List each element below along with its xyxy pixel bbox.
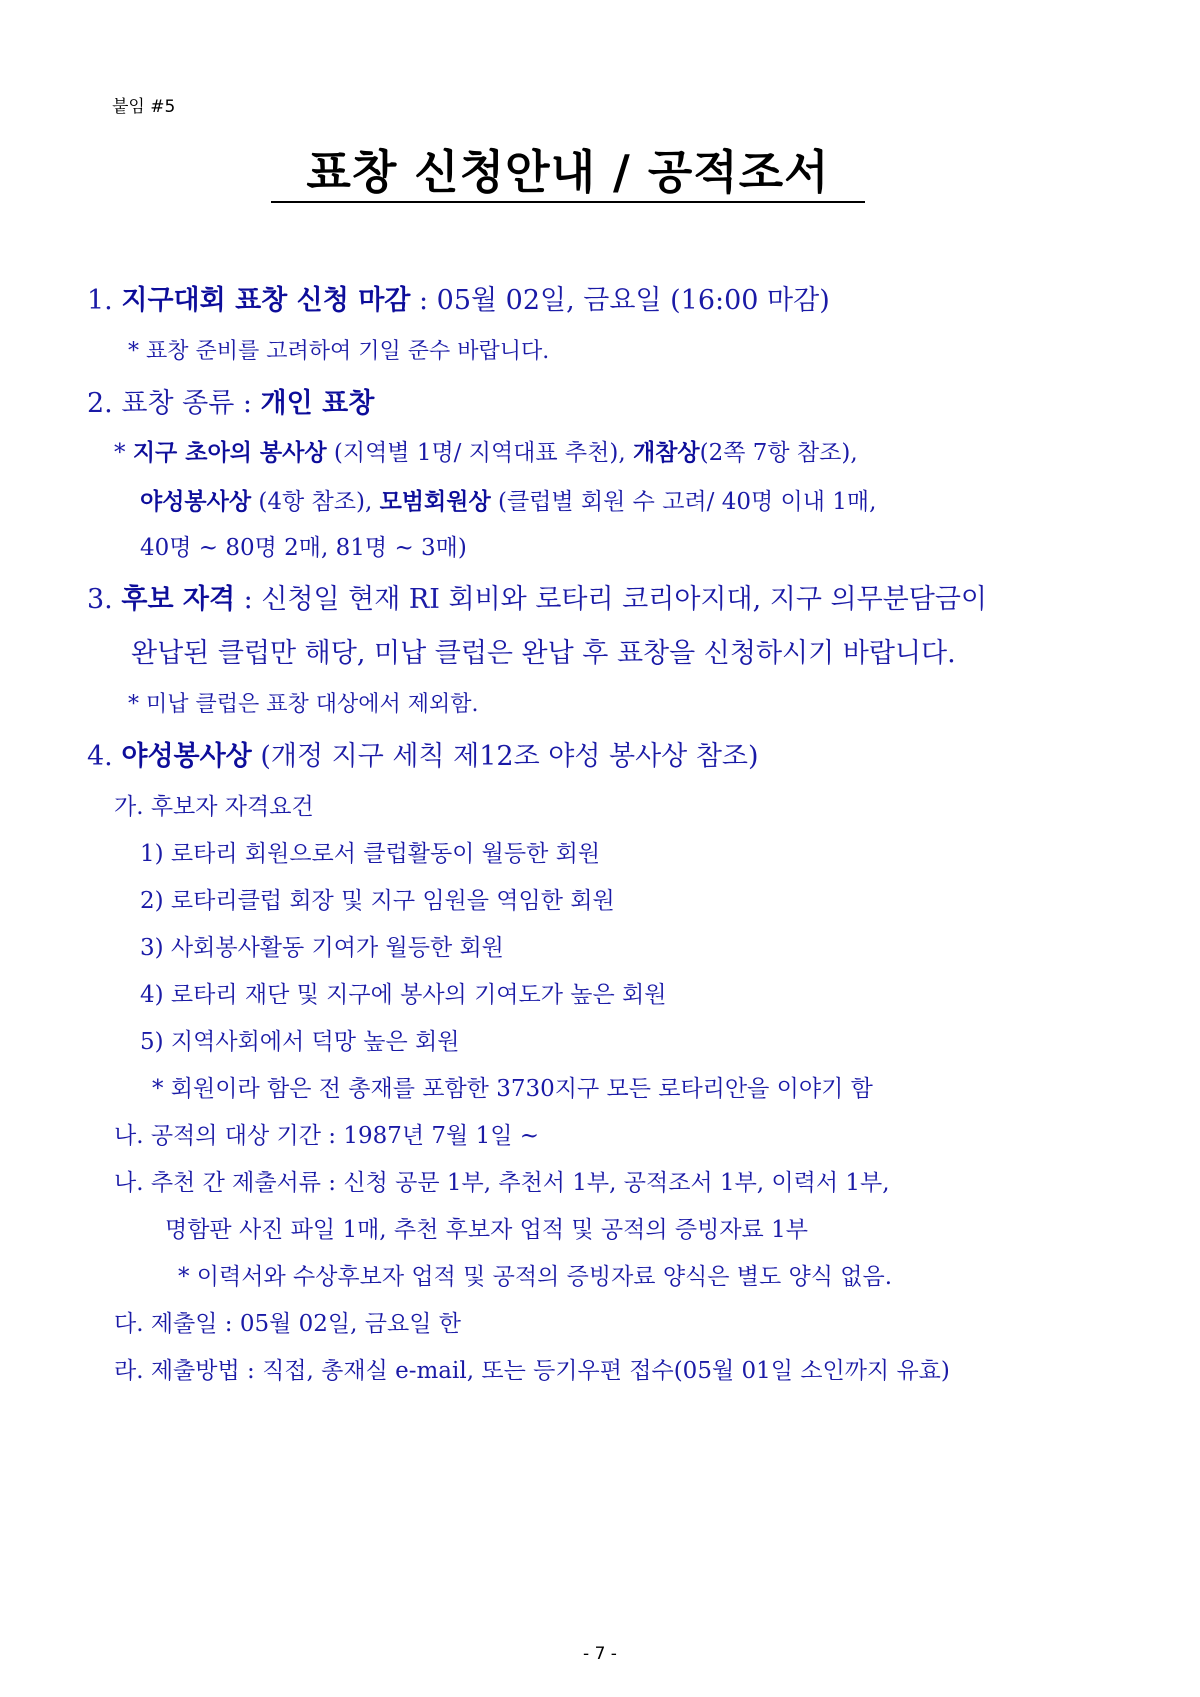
page-title: 표창 신청안내 / 공적조서 <box>306 145 830 199</box>
section-1-title: 지구대회 표창 신청 마감 <box>121 285 411 316</box>
attachment-label: 붙임 #5 <box>112 97 176 117</box>
award-yaseong: 야성봉사상 <box>140 489 252 515</box>
qualification-item: 4) 로타리 재단 및 지구에 봉사의 기여도가 높은 회원 <box>140 982 667 1008</box>
section-1-heading <box>87 287 830 314</box>
qualification-item: 5) 지역사회에서 덕망 높은 회원 <box>140 1029 460 1055</box>
section-2-prefix: 표창 종류 : <box>121 388 261 419</box>
section-4-na-documents: 나. 추천 간 제출서류 : 신청 공문 1부, 추천서 1부, 공적조서 1부, 이력서 1부, <box>114 1170 890 1196</box>
section-4-heading <box>87 743 759 770</box>
qualification-item: 2) 로타리클럽 회장 및 지구 임원을 역임한 회원 <box>140 888 615 914</box>
section-4-ra-method: 라. 제출방법 : 직접, 총재실 e-mail, 또는 등기우편 접수(05월 01일 소인까지 유효) <box>114 1358 950 1384</box>
section-1-note: * 표창 준비를 고려하여 기일 준수 바랍니다. <box>128 339 550 364</box>
qualification-item: 3) 사회봉사활동 기여가 월등한 회원 <box>140 935 504 961</box>
award-model-member-detail: (클럽별 회원 수 고려/ 40명 이내 1매, <box>490 489 877 515</box>
qualification-item: 1) 로타리 회원으로서 클럽활동이 월등한 회원 <box>140 841 601 867</box>
section-3-heading <box>87 586 987 613</box>
section-4-da-date: 다. 제출일 : 05월 02일, 금요일 한 <box>114 1311 461 1337</box>
section-3-number: 3. <box>87 584 113 615</box>
award-gaecham-detail: (2쪽 7항 참조), <box>699 440 858 466</box>
award-choa-service: 지구 초아의 봉사상 <box>132 440 327 466</box>
section-4-number: 4. <box>87 741 113 772</box>
section-3-text: : 신청일 현재 RI 회비와 로타리 코리아지대, 지구 의무분담금이 <box>235 584 987 615</box>
section-1-number: 1. <box>87 285 113 316</box>
title-underline <box>271 201 865 203</box>
award-choa-detail: (지역별 1명/ 지역대표 추천), <box>326 440 633 466</box>
section-4-ga: 가. 후보자 자격요건 <box>114 794 314 820</box>
section-2-line-1 <box>114 442 858 465</box>
award-model-member: 모범회원상 <box>379 489 491 515</box>
section-3-title: 후보 자격 <box>121 584 236 615</box>
section-4-na-period: 나. 공적의 대상 기간 : 1987년 7월 1일 ~ <box>114 1123 540 1149</box>
section-2-line-2 <box>140 491 876 514</box>
award-yaseong-detail: (4항 참조), <box>251 489 380 515</box>
qualification-note: * 회원이라 함은 전 총재를 포함한 3730지구 모든 로타리안을 이야기 함 <box>152 1076 873 1102</box>
section-2-heading <box>87 390 374 417</box>
section-4-na-note: * 이력서와 수상후보자 업적 및 공적의 증빙자료 양식은 별도 양식 없음. <box>178 1264 893 1290</box>
page-number: - 7 - <box>583 1644 617 1664</box>
section-2-line-3: 40명 ~ 80명 2매, 81명 ~ 3매) <box>140 535 467 561</box>
bullet-star: * <box>114 440 133 466</box>
section-2-number: 2. <box>87 388 113 419</box>
section-1-text: : 05월 02일, 금요일 (16:00 마감) <box>410 285 830 316</box>
section-4-title: 야성봉사상 <box>121 741 252 772</box>
section-2-title: 개인 표창 <box>260 388 375 419</box>
section-3-note: * 미납 클럽은 표창 대상에서 제외함. <box>128 692 479 717</box>
award-gaecham: 개참상 <box>632 440 700 466</box>
section-3-continuation: 완납된 클럽만 해당, 미납 클럽은 완납 후 표창을 신청하시기 바랍니다. <box>131 638 956 669</box>
section-4-na-documents-cont: 명함판 사진 파일 1매, 추천 후보자 업적 및 공적의 증빙자료 1부 <box>165 1217 808 1243</box>
section-4-text: (개정 지구 세칙 제12조 야성 봉사상 참조) <box>251 741 759 772</box>
